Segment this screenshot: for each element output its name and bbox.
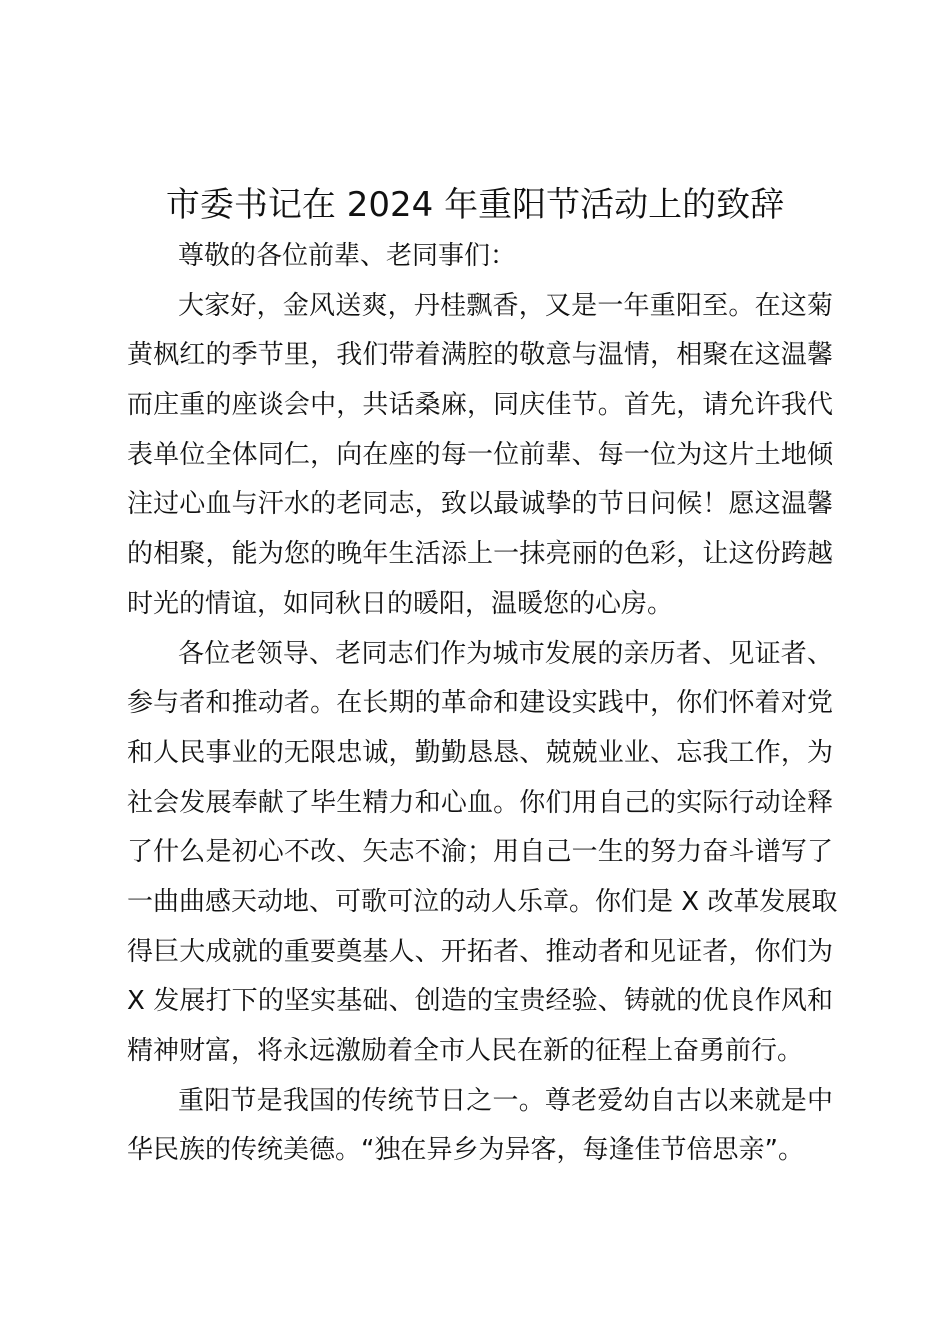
paragraph-2-line-7: 得巨大成就的重要奠基人、开拓者、推动者和见证者，你们为	[127, 936, 833, 967]
paragraph-1-line-5: 注过心血与汗水的老同志，致以最诚挚的节日问候！愿这温馨	[127, 489, 833, 520]
paragraph-1-line-1: 大家好，金风送爽，丹桂飘香，又是一年重阳至。在这菊	[178, 290, 833, 321]
paragraph-2-line-6: 一曲曲感天动地、可歌可泣的动人乐章。你们是 X 改革发展取	[127, 886, 838, 917]
paragraph-2-line-4: 社会发展奉献了毕生精力和心血。你们用自己的实际行动诠释	[127, 787, 833, 818]
paragraph-2-line-5: 了什么是初心不改、矢志不渝；用自己一生的努力奋斗谱写了	[127, 837, 833, 868]
paragraph-1-line-2: 黄枫红的季节里，我们带着满腔的敬意与温情，相聚在这温馨	[127, 340, 833, 371]
paragraph-2-line-9: 精神财富，将永远激励着全市人民在新的征程上奋勇前行。	[127, 1036, 804, 1066]
document-title: 市委书记在 2024 年重阳节活动上的致辞	[165, 185, 785, 225]
document-body	[127, 232, 838, 1176]
paragraph-1-line-6: 的相聚，能为您的晚年生活添上一抹亮丽的色彩，让这份跨越	[127, 539, 833, 570]
paragraph-2-line-3: 和人民事业的无限忠诚，勤勤恳恳、兢兢业业、忘我工作，为	[127, 737, 833, 768]
paragraph-2-line-2: 参与者和推动者。在长期的革命和建设实践中，你们怀着对党	[127, 688, 833, 719]
paragraph-1-line-3: 而庄重的座谈会中，共话桑麻，同庆佳节。首先，请允许我代	[127, 390, 833, 421]
paragraph-3-line-1: 重阳节是我国的传统节日之一。尊老爱幼自古以来就是中	[178, 1085, 833, 1116]
paragraph-1-line-4: 表单位全体同仁，向在座的每一位前辈、每一位为这片土地倾	[127, 439, 833, 470]
salutation: 尊敬的各位前辈、老同事们：	[178, 241, 517, 271]
paragraph-2-line-8: X 发展打下的坚实基础、创造的宝贵经验、铸就的优良作风和	[127, 986, 833, 1017]
paragraph-1-line-7: 时光的情谊，如同秋日的暖阳，温暖您的心房。	[127, 588, 674, 619]
paragraph-3-line-2: 华民族的传统美德。“独在异乡为异客，每逢佳节倍思亲”。	[127, 1135, 804, 1166]
paragraph-2-line-1: 各位老领导、老同志们作为城市发展的亲历者、见证者、	[178, 638, 833, 669]
